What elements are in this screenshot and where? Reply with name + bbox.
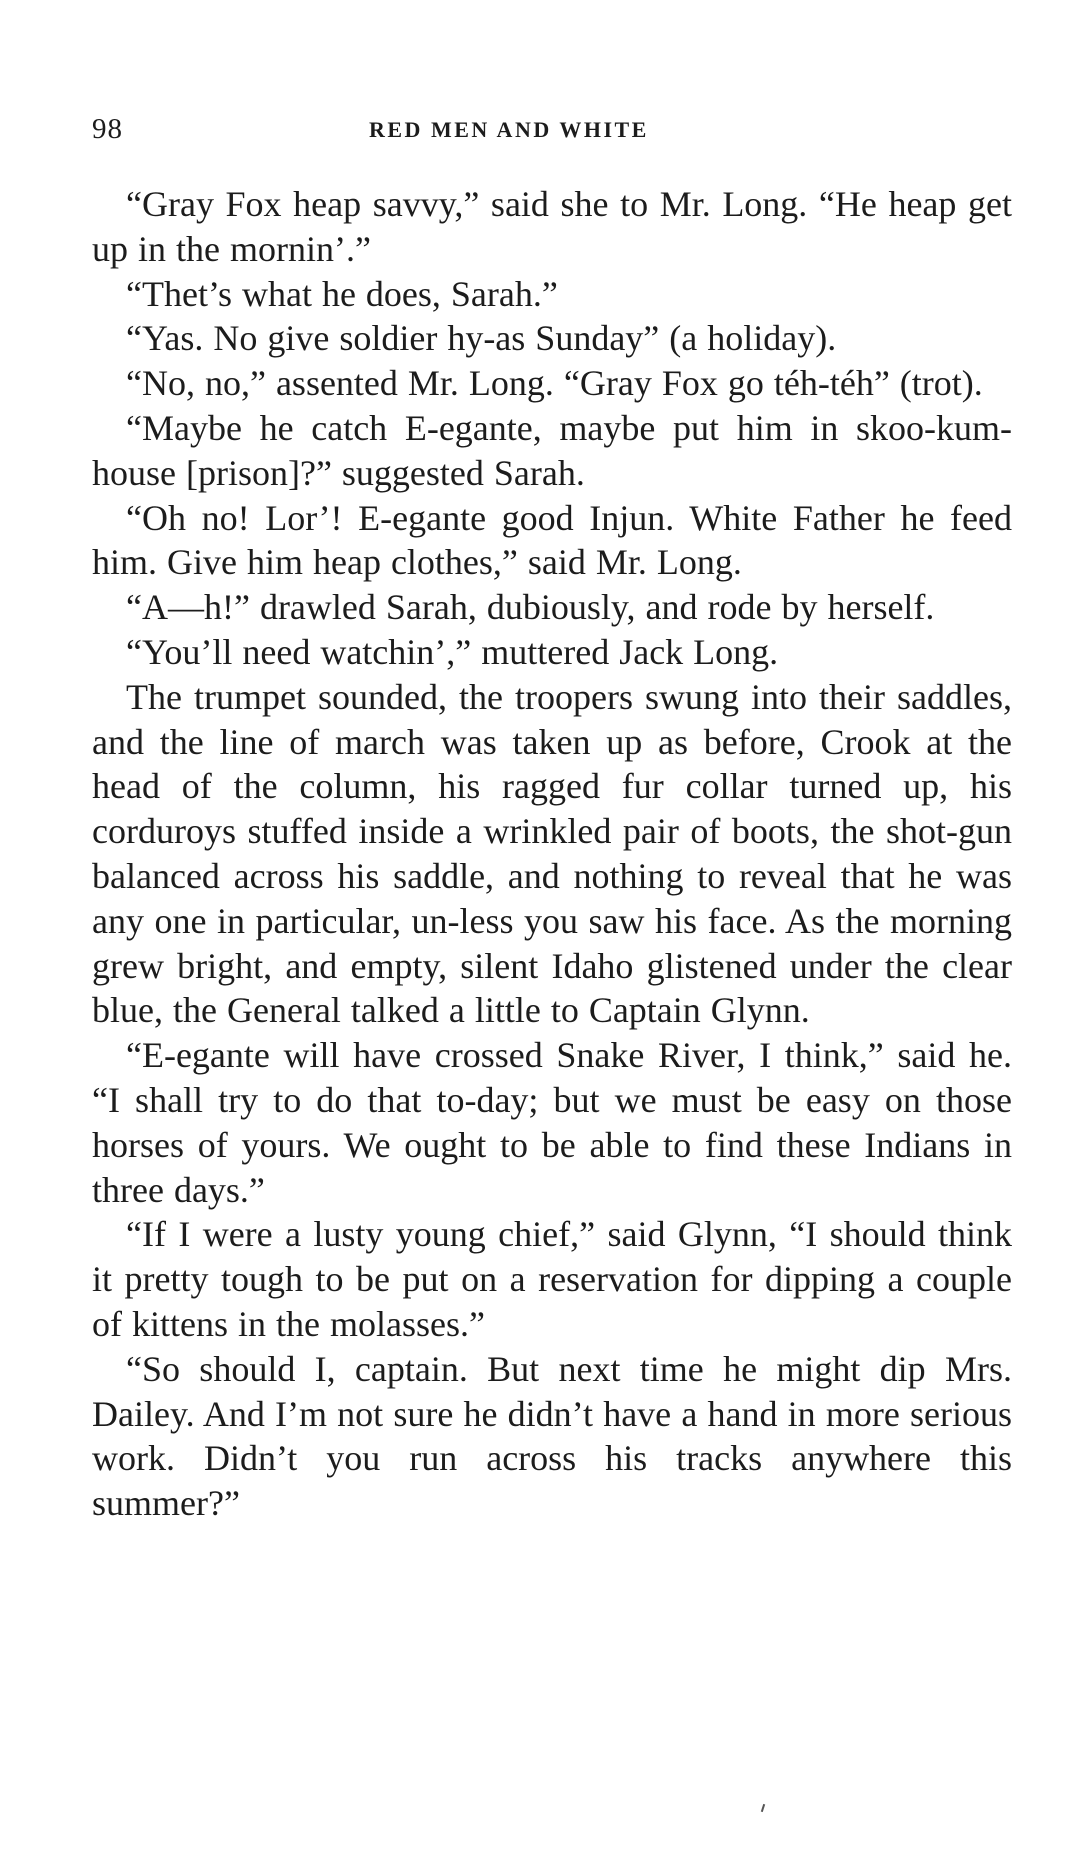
- paragraph: “A—h!” drawled Sarah, dubiously, and rode by herself.: [126, 587, 935, 628]
- paragraph: “Gray Fox heap savvy,” said she to Mr. Long. “He heap get up in the mornin’.”: [92, 184, 1012, 269]
- paragraph: “If I were a lusty young chief,” said Glynn, “I should think it pretty tough to be put on a reservation for dipping a couple of kittens in the molasses.”: [92, 1214, 1012, 1344]
- paragraph: “No, no,” assented Mr. Long. “Gray Fox go téh-téh” (trot).: [126, 363, 983, 404]
- paragraph: “Maybe he catch E-egante, maybe put him in skoo-kum-house [prison]?” suggested Sarah.: [92, 407, 1012, 493]
- page-number: 98: [92, 113, 123, 145]
- paragraph: “Thet’s what he does, Sarah.”: [126, 273, 558, 314]
- print-speck: [761, 1804, 765, 1812]
- paragraph: “You’ll need watchin’,” muttered Jack Long.: [126, 631, 779, 672]
- paragraph: The trumpet sounded, the troopers swung into their saddles, and the line of march was taken up as before, Crook at the head of the column, his ragged fur collar turned up, his corduroys stuffed inside a wrinkled pair of boots, the shot-gun balanced across his saddle, and nothing to reveal that he was any one in particular, un-less you saw his face. As the morning grew bright, and empty, silent Idaho glistened under the clear blue, the General talked a little to Captain Glynn.: [92, 676, 1012, 1031]
- paragraph: “Oh no! Lor’! E-egante good Injun. White Father he feed him. Give him heap clothes,” said Mr. Long.: [92, 497, 1012, 583]
- paragraph: “Yas. No give soldier hy-as Sunday” (a holiday).: [126, 318, 837, 359]
- paragraph: “So should I, captain. But next time he might dip Mrs. Dailey. And I’m not sure he didn’t have a hand in more serious work. Didn’t you run across his tracks anywhere this summer?”: [92, 1348, 1012, 1524]
- paragraph: “E-egante will have crossed Snake River, I think,” said he. “I shall try to do that to-day; but we must be easy on those horses of yours. We ought to be able to find these Indians in three days.”: [92, 1035, 1012, 1210]
- running-title: RED MEN AND WHITE: [369, 117, 649, 142]
- running-head: [92, 113, 1004, 153]
- body-text: [92, 182, 1012, 1526]
